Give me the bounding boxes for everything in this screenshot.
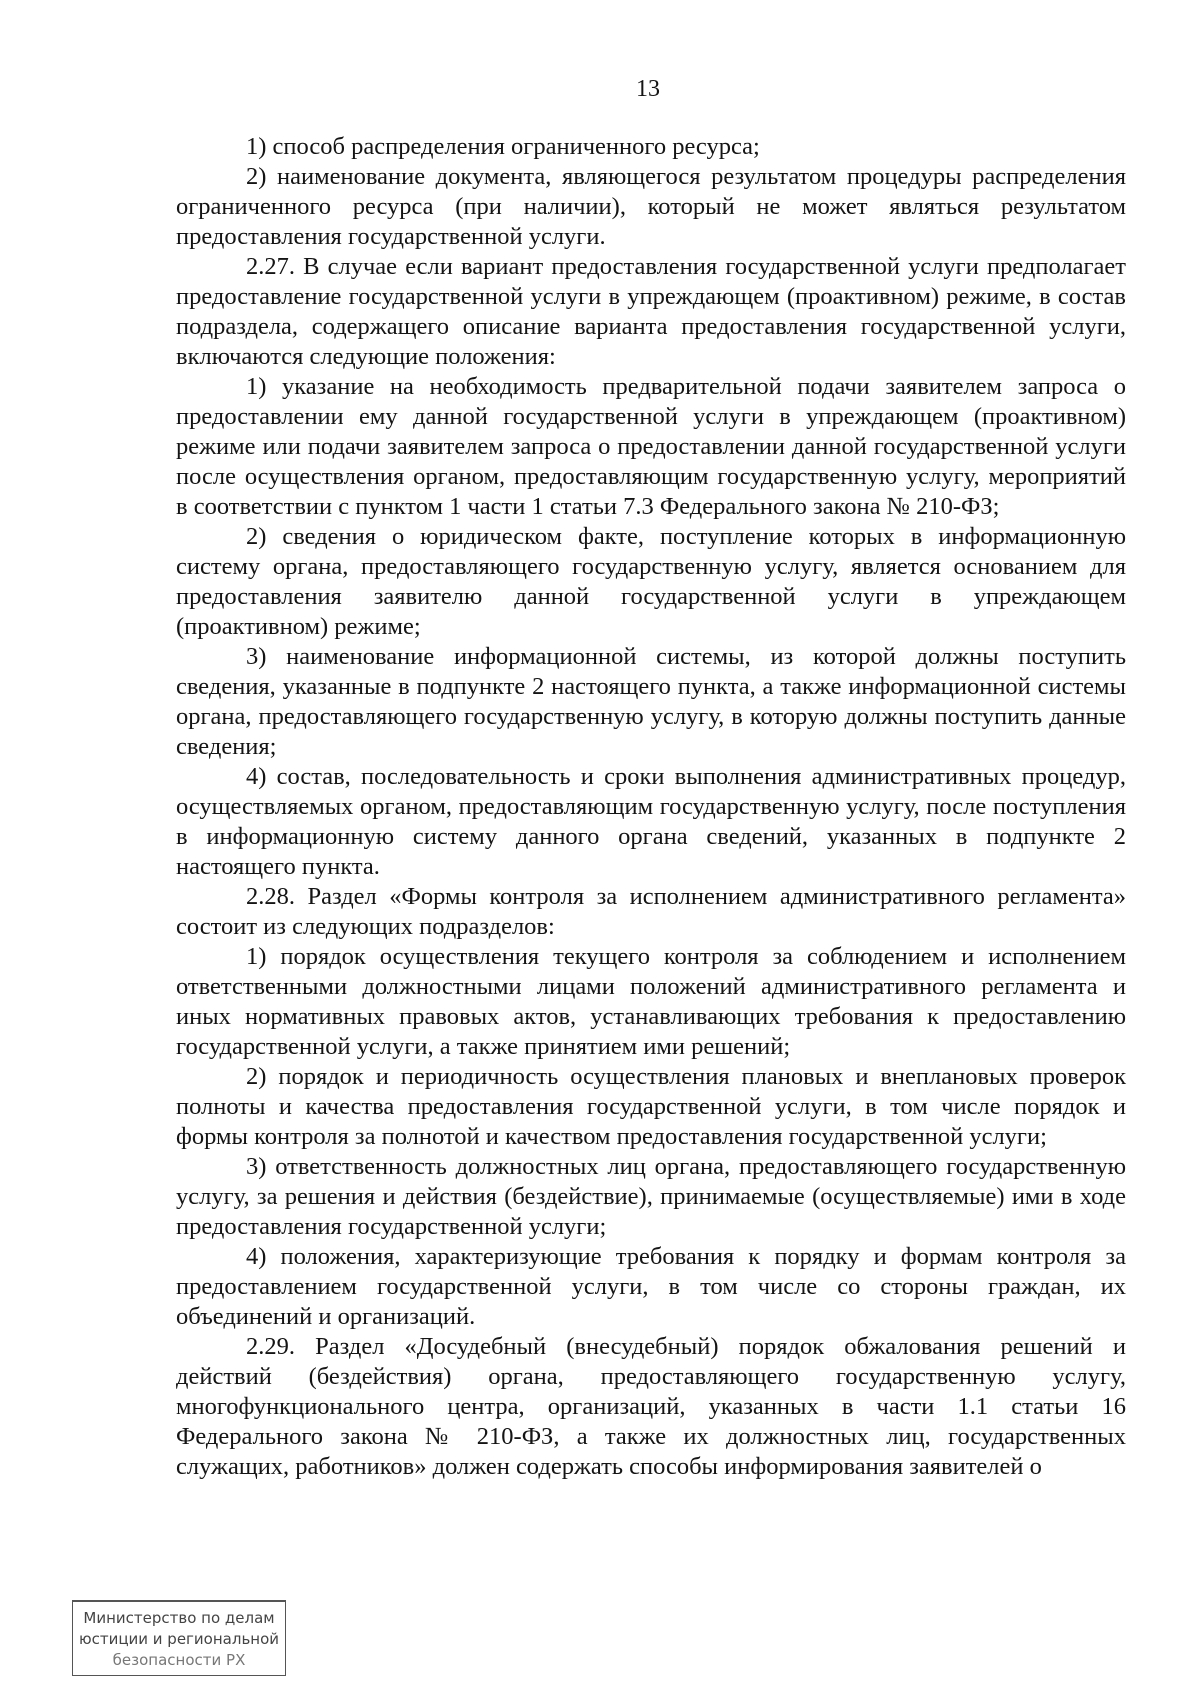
stamp-line: безопасности РХ [112, 1651, 246, 1669]
paragraph: 4) положения, характеризующие требования к порядку и формам контроля за предоставлением государственной услуги, в том числе со стороны граждан, их объединений и организаций. [176, 1243, 1126, 1330]
paragraph: 2) сведения о юридическом факте, поступление которых в информационную систему органа, предоставляющего государственную услугу, является основанием для предоставления заявителю данной государственной услуги в упреждающем (проактивном) режиме; [176, 523, 1126, 640]
paragraph: 2.29. Раздел «Досудебный (внесудебный) порядок обжалования решений и действий (бездействия) органа, предоставляющего государственную услугу, многофункционального центра, организаций, указанных в части 1.1 статьи 16 Федерального закона № 210-ФЗ, а также их должностных лиц, государственных служащих, работников» должен содержать способы информирования заявителей о [176, 1333, 1126, 1480]
document-body [176, 132, 1126, 1482]
paragraph: 2) наименование документа, являющегося результатом процедуры распределения ограниченного ресурса (при наличии), который не может являться результатом предоставления государственной услуги. [176, 163, 1126, 250]
paragraph: 3) наименование информационной системы, из которой должны поступить сведения, указанные в подпункте 2 настоящего пункта, а также информационной системы органа, предоставляющего государственную услугу, в которую должны поступить данные сведения; [176, 643, 1126, 760]
paragraph: 1) способ распределения ограниченного ресурса; [246, 133, 760, 160]
paragraph: 4) состав, последовательность и сроки выполнения административных процедур, осуществляемых органом, предоставляющим государственную услугу, после поступления в информационную систему данного органа сведений, указанных в подпункте 2 настоящего пункта. [176, 763, 1126, 880]
stamp-line: юстиции и региональной [78, 1630, 280, 1648]
paragraph: 2.28. Раздел «Формы контроля за исполнением административного регламента» состоит из следующих подразделов: [176, 883, 1126, 940]
ministry-stamp [72, 1600, 286, 1676]
page-number: 13 [636, 76, 660, 102]
paragraph: 3) ответственность должностных лиц органа, предоставляющего государственную услугу, за решения и действия (бездействие), принимаемые (осуществляемые) ими в ходе предоставления государственной услуги; [176, 1153, 1126, 1240]
paragraph: 2.27. В случае если вариант предоставления государственной услуги предполагает предоставление государственной услуги в упреждающем (проактивном) режиме, в состав подраздела, содержащего описание варианта предоставления государственной услуги, включаются следующие положения: [176, 253, 1126, 370]
stamp-line: Министерство по делам [83, 1609, 275, 1627]
paragraph: 2) порядок и периодичность осуществления плановых и внеплановых проверок полноты и качества предоставления государственной услуги, в том числе порядок и формы контроля за полнотой и качеством предоставления государственной услуги; [176, 1063, 1126, 1150]
paragraph: 1) указание на необходимость предварительной подачи заявителем запроса о предоставлении ему данной государственной услуги в упреждающем (проактивном) режиме или подачи заявителем запроса о предоставлении данной государственной услуги после осуществления органом, предоставляющим государственную услугу, мероприятий в соответствии с пунктом 1 части 1 статьи 7.3 Федерального закона № 210-ФЗ; [176, 373, 1126, 520]
paragraph: 1) порядок осуществления текущего контроля за соблюдением и исполнением ответственными должностными лицами положений административного регламента и иных нормативных правовых актов, устанавливающих требования к предоставлению государственной услуги, а также принятием ими решений; [176, 943, 1126, 1060]
